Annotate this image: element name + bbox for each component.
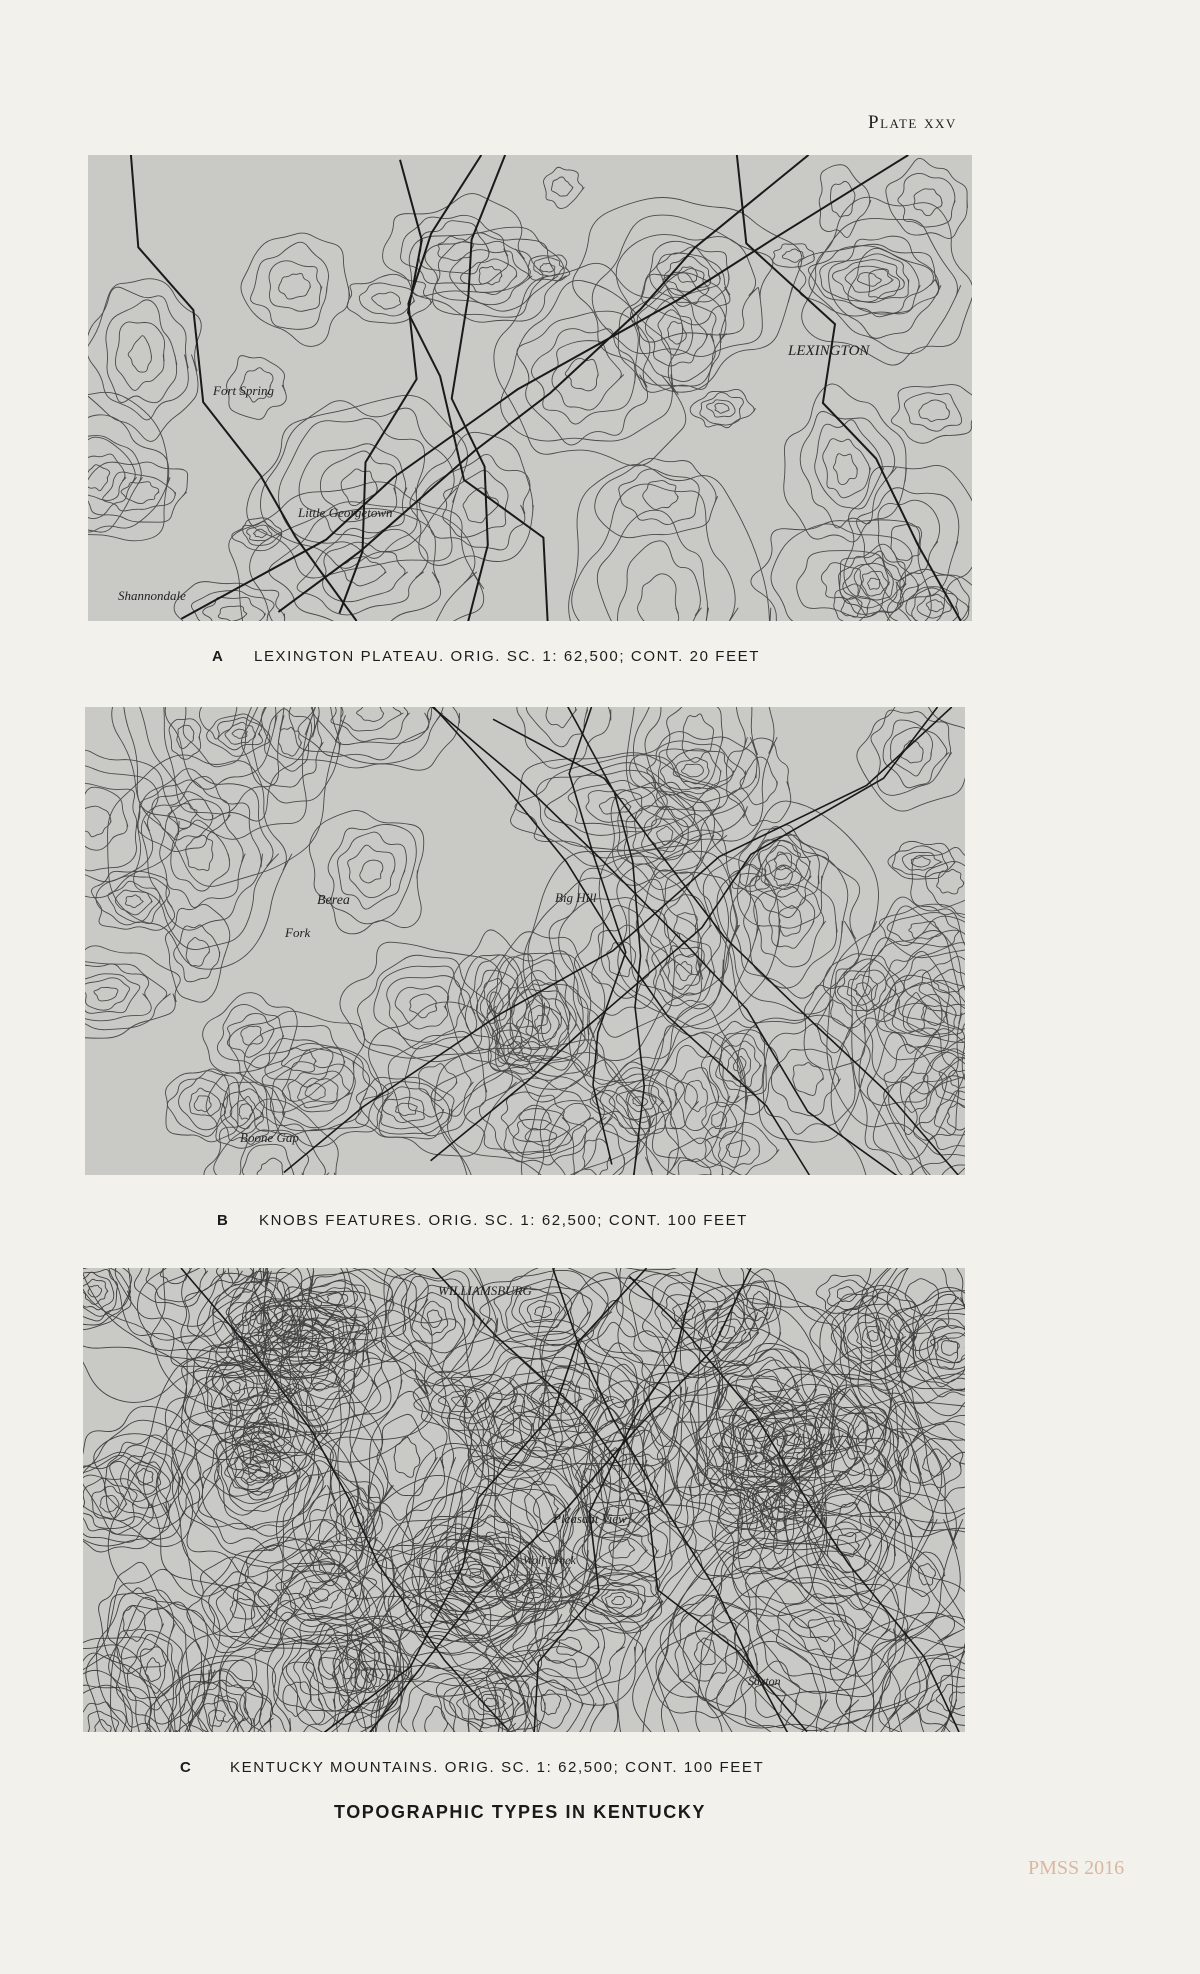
place-label: Pleasant View [553, 1511, 627, 1526]
contour-line [85, 962, 171, 1030]
contour-line [257, 1158, 283, 1175]
place-label: Shannondale [118, 588, 186, 603]
contour-line [868, 578, 880, 589]
contour-line [682, 714, 713, 762]
contour-line [660, 946, 711, 999]
place-label: Berea [317, 893, 350, 908]
contour-line [726, 738, 790, 825]
contour-line [152, 792, 213, 840]
contour-line [163, 707, 284, 814]
contour-line [171, 820, 230, 891]
contour-line [410, 994, 437, 1018]
contour-line [937, 869, 964, 894]
contour-line [115, 890, 152, 915]
contour-line [551, 177, 573, 196]
contour-line [531, 329, 635, 424]
contour-line [88, 287, 188, 420]
contour-line [679, 1293, 781, 1368]
contour-line [85, 787, 128, 850]
contour-line [848, 248, 920, 316]
contour-line [327, 1293, 347, 1305]
contour-line [917, 594, 951, 618]
contour-line [209, 1710, 226, 1726]
contour-line [239, 1104, 253, 1120]
contour-line [438, 236, 474, 260]
contour-line [457, 1680, 525, 1726]
contour-line [94, 987, 118, 1001]
contour-line [490, 992, 504, 1014]
contour-line [546, 707, 577, 728]
road-line [534, 1268, 698, 1732]
contour-line [225, 722, 256, 744]
contour-line [83, 1268, 131, 1325]
contour-line [279, 273, 311, 299]
contour-line [925, 861, 965, 907]
contour-line [88, 436, 143, 533]
contour-line [707, 400, 736, 417]
place-label: LEXINGTON [788, 343, 870, 359]
contour-line [450, 250, 533, 305]
caption-letter: B [217, 1212, 230, 1229]
watermark: PMSS 2016 [1028, 1857, 1125, 1879]
contour-line [633, 707, 759, 827]
contour-line [793, 1063, 824, 1096]
contour-line [401, 215, 509, 284]
contour-line [421, 1301, 448, 1335]
contour-line [305, 1084, 325, 1100]
contour-line [229, 482, 484, 621]
contour-line [186, 937, 210, 966]
contour-line [513, 1120, 572, 1155]
contour-line [348, 845, 395, 897]
contour-line [269, 261, 322, 312]
contour-line [140, 1647, 166, 1693]
contour-line [904, 393, 961, 431]
road-line [181, 1268, 508, 1730]
contour-line [891, 727, 933, 776]
contour-line [561, 1300, 682, 1465]
road-line [400, 160, 548, 621]
contour-line [513, 1376, 598, 1421]
caption-letter: C [180, 1759, 193, 1776]
contour-line [478, 1694, 506, 1711]
contour-line [412, 1293, 456, 1344]
contour-line [737, 1015, 870, 1142]
contour-line [936, 1684, 965, 1715]
contour-line [898, 1305, 965, 1390]
contour-line [678, 1159, 711, 1175]
contour-line [833, 454, 857, 485]
contour-line [569, 465, 771, 621]
caption-letter: A [212, 648, 225, 665]
contour-line [690, 389, 755, 427]
contour-line [894, 1647, 965, 1732]
place-label: Saxton [748, 1674, 781, 1688]
plate-number: Plate xxv [868, 112, 957, 133]
contour-line [599, 797, 631, 814]
contour-line [128, 336, 151, 372]
road-line [430, 707, 810, 1175]
contour-line [637, 289, 716, 382]
contour-line [312, 707, 431, 745]
caption-b [217, 1212, 748, 1229]
contour-line [717, 827, 860, 1015]
contour-line [681, 764, 703, 777]
contour-line [227, 1014, 273, 1058]
contour-line [88, 465, 110, 491]
contour-line [253, 707, 324, 787]
contour-line [535, 1014, 551, 1034]
contour-line [784, 384, 907, 542]
contour-line [359, 283, 415, 316]
road-line [452, 155, 505, 621]
contour-line [218, 606, 247, 621]
contour-line [260, 1640, 338, 1732]
contour-line [214, 1695, 238, 1722]
contour-line [771, 1049, 840, 1116]
contour-line [612, 1596, 625, 1604]
contour-line [839, 551, 907, 616]
contour-line [821, 563, 862, 600]
contour-line [638, 574, 679, 621]
caption-text: KENTUCKY MOUNTAINS. ORIG. SC. 1: 62,500; CONT. 100 FEET [230, 1759, 765, 1776]
contour-line [88, 462, 188, 522]
contour-line [395, 986, 449, 1029]
contour-line [88, 279, 201, 442]
contour-line [134, 769, 279, 950]
place-label: WILLIAMSBURG [438, 1283, 532, 1298]
contour-line [763, 1024, 855, 1135]
contour-line [643, 1538, 935, 1732]
contour-line [136, 1469, 153, 1486]
road-line [339, 155, 481, 613]
contour-line [668, 1415, 773, 1503]
contour-line [709, 1493, 757, 1546]
contour-line [419, 1064, 458, 1101]
contour-line [115, 322, 164, 390]
map-kentucky-mountains [83, 1268, 965, 1732]
contour-map-a [88, 155, 972, 621]
place-label: Fork [285, 925, 311, 940]
contour-map-b [85, 707, 965, 1175]
contour-line [656, 1578, 880, 1732]
contour-line [926, 600, 944, 612]
contour-line [358, 955, 497, 1061]
contour-line [668, 954, 700, 989]
contour-map-c [83, 1268, 965, 1732]
contour-line [110, 1445, 180, 1508]
place-label: Fort Spring [213, 383, 275, 398]
contour-line [914, 189, 942, 216]
contour-line [857, 488, 959, 603]
contour-line [125, 895, 143, 908]
contour-line [357, 707, 384, 721]
contour-line [883, 720, 949, 788]
contour-line [606, 1592, 632, 1608]
contour-line [619, 469, 699, 524]
road-line [567, 707, 645, 1175]
contour-line [715, 403, 729, 413]
place-label: Wolf Creek [523, 1553, 576, 1567]
contour-line [905, 1654, 965, 1732]
contour-line [892, 846, 947, 877]
contour-line [817, 1000, 852, 1053]
contour-line [247, 525, 272, 541]
map-knobs-features [85, 707, 965, 1175]
contour-line [299, 1580, 342, 1608]
contour-line [804, 985, 867, 1070]
contour-line [85, 783, 138, 870]
contour-line [85, 764, 158, 882]
contour-line [298, 1078, 338, 1108]
caption-a [212, 648, 760, 665]
contour-line [572, 1118, 624, 1175]
contour-line [360, 860, 383, 883]
contour-line [771, 524, 912, 621]
contour-line [879, 904, 965, 958]
contour-line [394, 1437, 420, 1477]
contour-line [549, 1103, 640, 1175]
contour-line [919, 400, 950, 422]
contour-line [660, 749, 721, 790]
place-label: Little Georgetown [298, 505, 393, 520]
contour-line [921, 1005, 947, 1025]
contour-line [251, 242, 329, 329]
contour-line [282, 1062, 355, 1128]
contour-line [194, 1096, 211, 1112]
contour-line [934, 1091, 965, 1135]
contour-line [583, 1139, 610, 1175]
contour-line [479, 266, 502, 284]
contour-line [857, 707, 965, 811]
contour-line [802, 197, 972, 365]
contour-line [104, 1435, 182, 1518]
contour-line [413, 1694, 456, 1732]
contour-line [341, 469, 377, 506]
contour-line [643, 481, 678, 510]
contour-line [209, 1572, 279, 1638]
contour-line [888, 841, 956, 879]
contour-line [751, 520, 932, 621]
contour-line [905, 1279, 939, 1316]
contour-line [907, 994, 957, 1035]
contour-line [336, 1496, 374, 1543]
contour-line [754, 884, 826, 967]
contour-line [232, 518, 282, 551]
contour-line [657, 253, 721, 295]
contour-line [85, 1711, 118, 1732]
place-label: Big Hill [555, 890, 597, 905]
contour-line [676, 961, 692, 980]
contour-line [830, 181, 855, 217]
contour-line [167, 1069, 232, 1136]
contour-line [823, 439, 871, 498]
contour-line [831, 975, 965, 1175]
contour-line [372, 292, 401, 309]
map-lexington-plateau [88, 155, 972, 621]
contour-line [618, 273, 726, 393]
place-label: Boone Gap [240, 1130, 299, 1145]
caption-text: KNOBS FEATURES. ORIG. SC. 1: 62,500; CONT. 100 FEET [259, 1212, 748, 1229]
contour-line [265, 709, 312, 771]
caption-c [180, 1759, 764, 1776]
contour-line [779, 906, 802, 937]
contour-line [361, 1082, 450, 1134]
contour-line [272, 1662, 324, 1732]
contour-line [648, 819, 684, 852]
contour-line [590, 1062, 698, 1142]
contour-line [486, 1592, 641, 1705]
contour-line [377, 1414, 437, 1495]
contour-line [773, 244, 815, 267]
contour-line [776, 1594, 872, 1670]
contour-line [341, 707, 404, 731]
contour-line [85, 978, 130, 1010]
contour-line [836, 1502, 861, 1536]
contour-line [123, 1606, 146, 1642]
contour-line [572, 484, 738, 621]
contour-line [927, 1320, 965, 1382]
contour-line [543, 167, 584, 208]
contour-line [88, 1285, 102, 1297]
contour-line [685, 1080, 708, 1111]
contour-line [597, 510, 708, 621]
caption-text: LEXINGTON PLATEAU. ORIG. SC. 1: 62,500; CONT. 20 FEET [254, 648, 761, 665]
contour-line [939, 1057, 965, 1099]
plate-title: TOPOGRAPHIC TYPES IN KENTUCKY [333, 1802, 707, 1822]
contour-line [617, 541, 701, 621]
contour-line [199, 707, 236, 739]
contour-line [186, 835, 213, 870]
